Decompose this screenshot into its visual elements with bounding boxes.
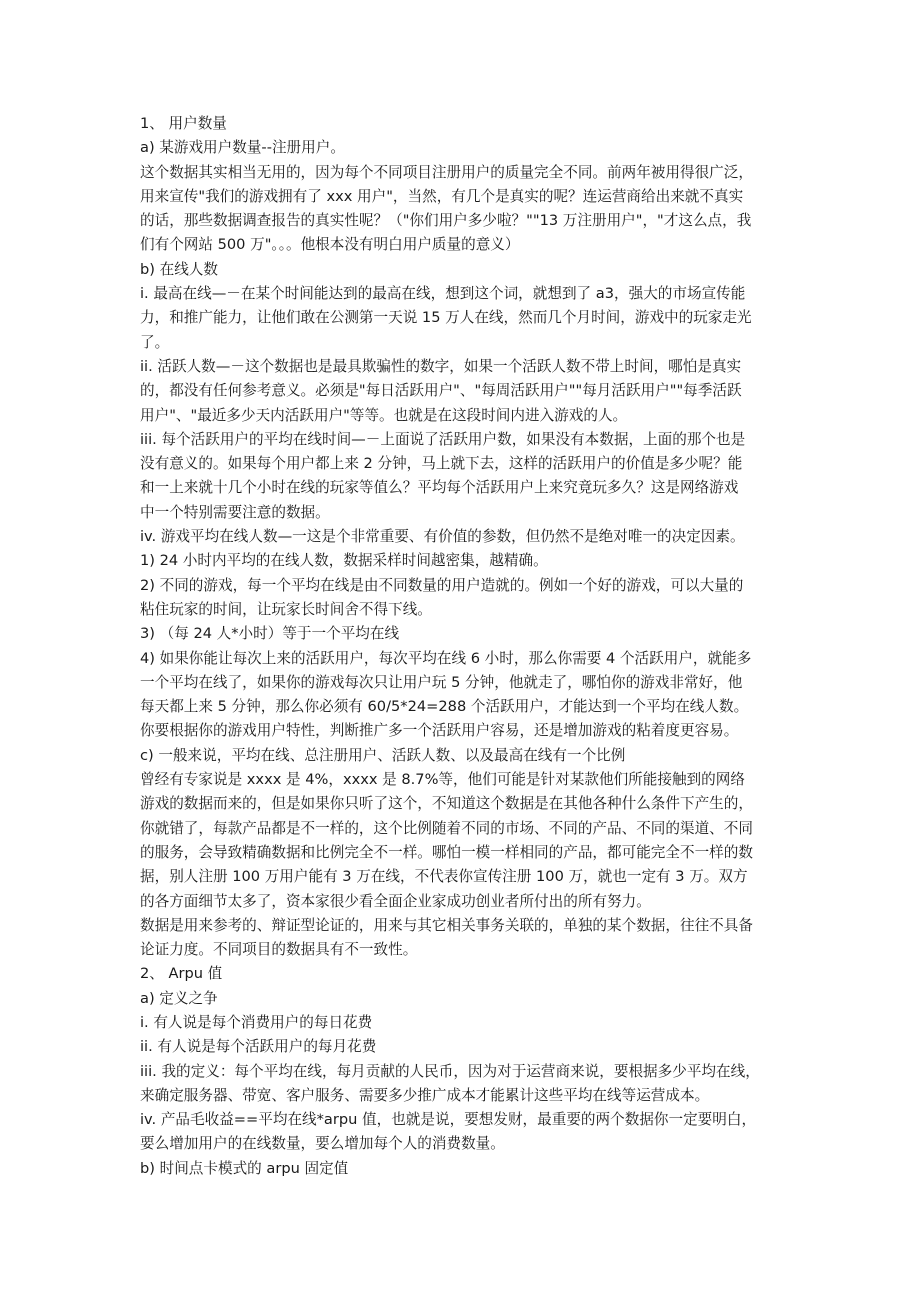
paragraph-line: 中一个特别需要注意的数据。 [140,503,330,521]
paragraph-line: 这个数据其实相当无用的，因为每个不同项目注册用户的质量完全不同。前两年被用得很广泛， [140,163,753,181]
paragraph-line: iii. 我的定义：每个平均在线，每月贡献的人民币，因为对于运营商来说，要根据多少平均在线， [140,1062,760,1080]
paragraph-line: 你要根据你的游戏用户特性，判断推广多一个活跃用户容易，还是增加游戏的粘着度更容易。 [140,722,739,740]
paragraph-line: 据，别人注册 100 万用户能有 3 万在线，不代表你宣传注册 100 万，就也一定有 3 万。双方 [140,868,748,886]
paragraph-line: i. 有人说是每个消费用户的每日花费 [140,1013,373,1031]
paragraph-line: 的服务，会导致精确数据和比例完全不一样。哪怕一模一样相同的产品，都可能完全不一样的数 [140,843,753,861]
paragraph-line: 每天都上来 5 分钟，那么你必须有 60/5*24=288 个活跃用户，才能达到一个平均在线人数。 [140,698,749,716]
paragraph-line: 4) 如果你能让每次上来的活跃用户，每次平均在线 6 小时，那么你需要 4 个活跃用户，就能多 [140,649,752,667]
paragraph-line: 一个平均在线了，如果你的游戏每次只让用户玩 5 分钟，他就走了，哪怕你的游戏非常好，他 [140,673,743,691]
paragraph-line: 用户"、"最近多少天内活跃用户"等等。也就是在这段时间内进入游戏的人。 [140,406,628,424]
paragraph-line: 1) 24 小时内平均的在线人数，数据采样时间越密集，越精确。 [140,552,548,570]
heading-user-count: 1、 用户数量 [140,115,227,132]
paragraph-line: i. 最高在线—－在某个时间能达到的最高在线，想到这个词，就想到了 a3，强大的市场宣传能 [140,285,746,303]
paragraph-line: 粘住玩家的时间，让玩家长时间舍不得下线。 [140,600,432,618]
paragraph-line: ii. 活跃人数—－这个数据也是最具欺骗性的数字，如果一个活跃人数不带上时间，哪怕是真实 [140,357,742,375]
paragraph-line: 数据是用来参考的、辩证型论证的，用来与其它相关事务关联的，单独的某个数据，往往不具备 [140,916,753,934]
paragraph-line: 的各方面细节太多了，资本家很少看全面企业家成功创业者所付出的所有努力。 [140,892,651,910]
paragraph-line: 的，都没有任何参考意义。必须是"每日活跃用户"、"每周活跃用户""每月活跃用户""每季活跃 [140,382,742,400]
paragraph-line: ii. 有人说是每个活跃用户的每月花费 [140,1038,377,1056]
paragraph-line: 曾经有专家说是 xxxx 是 4%，xxxx 是 8.7%等，他们可能是针对某款他们所能接触到的网络 [140,771,745,789]
paragraph-line: iii. 每个活跃用户的平均在线时间—－上面说了活跃用户数，如果没有本数据，上面的那个也是 [140,430,746,448]
paragraph-line: 来确定服务器、带宽、客户服务、需要多少推广成本才能累计这些平均在线等运营成本。 [140,1086,710,1104]
subheading-time-card-arpu: b) 时间点卡模式的 arpu 固定值 [140,1159,349,1177]
paragraph-line: 2) 不同的游戏，每一个平均在线是由不同数量的用户造就的。例如一个好的游戏，可以大量的 [140,576,744,594]
paragraph-line: 了。 [140,333,170,351]
paragraph-line: 3) （每 24 人*小时）等于一个平均在线 [140,625,400,643]
paragraph-line: 的话，那些数据调查报告的真实性呢？（"你们用户多少啦？""13 万注册用户"，"才这么点，我 [140,212,752,230]
subheading-registered-users: a) 某游戏用户数量--注册用户。 [140,139,345,157]
paragraph-line: 和一上来就十几个小时在线的玩家等值么？平均每个活跃用户上来究竟玩多久？这是网络游戏 [140,479,739,497]
paragraph-line: 你就错了，每款产品都是不一样的，这个比例随着不同的市场、不同的产品、不同的渠道、不同 [140,819,753,837]
paragraph-line: 要么增加用户的在线数量，要么增加每个人的消费数量。 [140,1135,505,1153]
paragraph-line: iv. 产品毛收益==平均在线*arpu 值，也就是说，要想发财，最重要的两个数据你一定要明白， [140,1111,757,1129]
paragraph-line: 游戏的数据而来的，但是如果你只听了这个，不知道这个数据是在其他各种什么条件下产生的， [140,795,753,813]
paragraph-line: 没有意义的。如果每个用户都上来 2 分钟，马上就下去，这样的活跃用户的价值是多少呢？能 [140,455,743,473]
paragraph-line: 们有个网站 500 万"。。。他根本没有明白用户质量的意义） [140,236,520,254]
subheading-ratio: c) 一般来说，平均在线、总注册用户、活跃人数、以及最高在线有一个比例 [140,746,626,764]
paragraph-line: 论证力度。不同项目的数据具有不一致性。 [140,941,418,959]
paragraph-line: 用来宣传"我们的游戏拥有了 xxx 用户"，当然，有几个是真实的呢？连运营商给出来就不真实 [140,187,744,205]
subheading-definition: a) 定义之争 [140,989,218,1007]
paragraph-line: 力，和推广能力，让他们敢在公测第一天说 15 万人在线，然而几个月时间，游戏中的玩家走光 [140,309,752,327]
heading-arpu: 2、 Arpu 值 [140,965,223,983]
paragraph-line: iv. 游戏平均在线人数—一这是个非常重要、有价值的参数，但仍然不是绝对唯一的决定因素。 [140,528,745,546]
subheading-online-users: b) 在线人数 [140,260,218,278]
